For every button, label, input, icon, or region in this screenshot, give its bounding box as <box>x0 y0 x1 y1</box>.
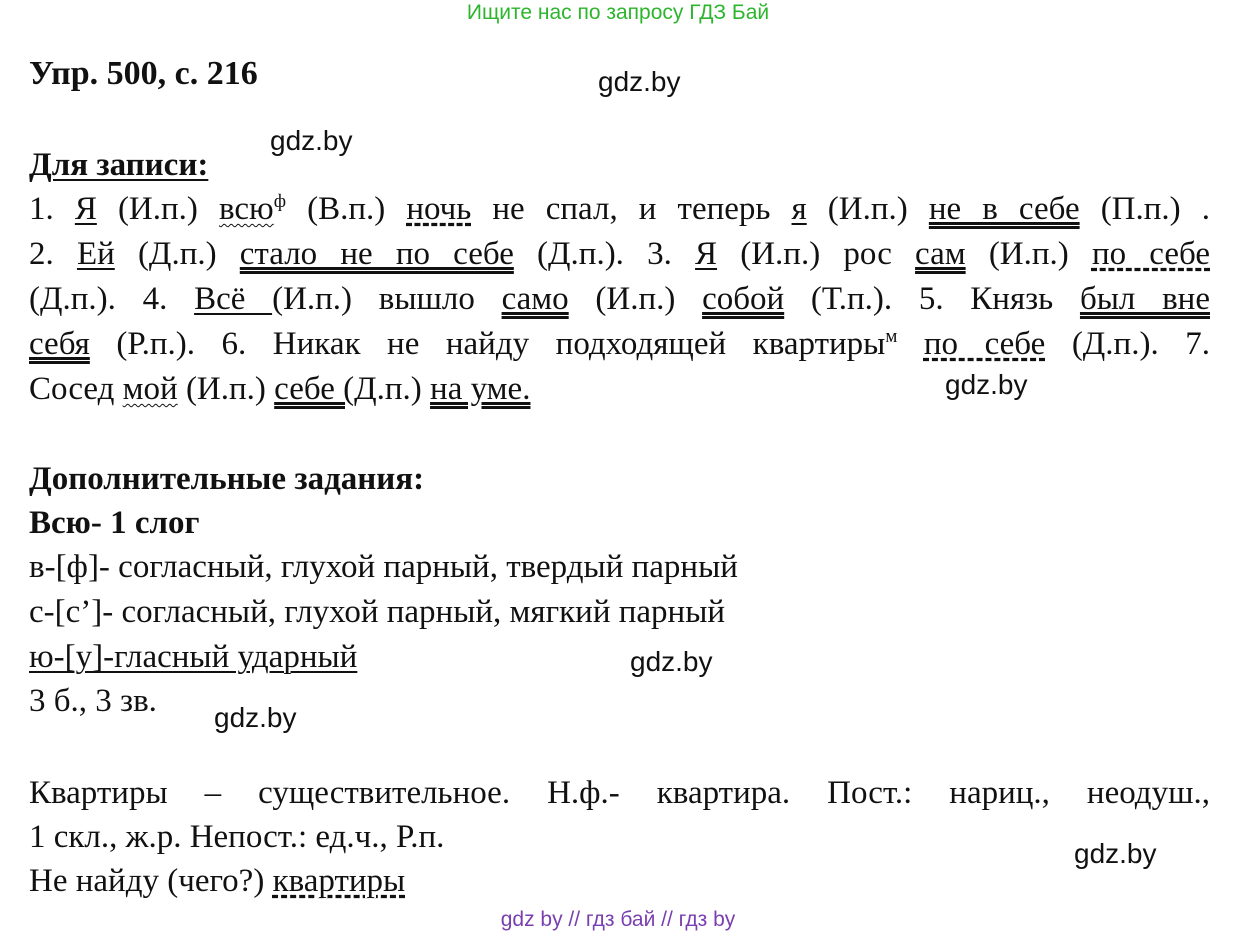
case-label: (Д.п.) <box>114 236 240 272</box>
attribute-word: всю <box>219 191 274 227</box>
morph-mark: м <box>885 326 898 347</box>
case-label: (И.п.) <box>965 236 1092 272</box>
case-label: Д.п.) <box>354 371 431 407</box>
case-label: (И.п.) <box>177 371 275 407</box>
space <box>897 326 924 362</box>
watermark-gdz: gdz.by <box>214 702 297 733</box>
predicate-phrase: не в себе <box>928 191 1080 227</box>
predicate-phrase: был вне <box>1079 281 1210 317</box>
watermark-gdz: gdz.by <box>1074 838 1157 869</box>
phonetic-mark: ф <box>273 191 287 212</box>
predicate-word: само <box>501 281 569 317</box>
attribute-word: мой <box>122 371 178 407</box>
syllable-count: Всю- 1 слог <box>29 505 200 541</box>
case-label: (Д.п.). 7. <box>1045 326 1210 362</box>
morph-line-2: 1 скл., ж.р. Непост.: ед.ч., Р.п. <box>29 819 445 855</box>
case-label: (В.п.) <box>286 191 407 227</box>
sound-row <box>29 635 1210 680</box>
plain-text: (Р.п.). 6. Никак не найду подходящей квартиры <box>89 326 886 362</box>
case-label: (И.п.) <box>806 191 929 227</box>
watermark-gdz: gdz.by <box>270 125 353 156</box>
record-line-5 <box>29 367 1210 412</box>
sound-row: в-[ф]- согласный, глухой парный, твердый парный <box>29 549 738 585</box>
object-word: ночь <box>406 191 472 227</box>
watermark-gdz: gdz.by <box>630 646 713 677</box>
predicate-word: сам <box>915 236 966 272</box>
watermark-gdz: gdz.by <box>945 369 1028 400</box>
case-label: (П.п.) . <box>1079 191 1210 227</box>
sentence-number: 1. <box>29 191 75 227</box>
sound-row: с-[с’]- согласный, глухой парный, мягкий парный <box>29 594 726 630</box>
predicate-phrase: на уме. <box>430 371 531 407</box>
adverbial-phrase: по себе <box>1091 236 1211 272</box>
subject-word: я <box>791 191 807 227</box>
plain-text: (Д.п.). 4. <box>29 281 195 317</box>
predicate-word: себе ( <box>274 371 355 407</box>
predicate-word: собой <box>702 281 785 317</box>
extra-heading: Дополнительные задания: <box>29 461 425 497</box>
morph-line-1: Квартиры – существительное. Н.ф.- квартира. Пост.: нариц., неодуш., <box>29 775 1210 811</box>
predicate-phrase: стало не по себе <box>239 236 514 272</box>
watermark-gdz: gdz.by <box>598 66 681 97</box>
sentence-number: 2. <box>29 236 77 272</box>
subject-word: Всё <box>194 281 273 317</box>
plain-text: (Т.п.). 5. Князь <box>784 281 1080 317</box>
record-line-3 <box>29 277 1210 322</box>
record-line-1 <box>29 187 1210 232</box>
record-line-2 <box>29 232 1210 277</box>
exercise-title: Упр. 500, с. 216 <box>29 55 258 92</box>
case-label: (И.п.) <box>96 191 219 227</box>
subject-word: Ей <box>76 236 115 272</box>
morph-line-3 <box>29 859 1210 904</box>
plain-text: (И.п.) рос <box>717 236 916 272</box>
watermark-top: Ищите нас по запросу ГДЗ Бай <box>466 1 770 24</box>
plain-text: не спал, и теперь <box>471 191 792 227</box>
adverbial-phrase: по себе <box>923 326 1046 362</box>
plain-text: (И.п.) вышло <box>272 281 502 317</box>
object-word: квартиры <box>272 863 406 899</box>
predicate-word: себя <box>29 326 90 362</box>
sound-row-text: ю-[у]-гласный ударный <box>29 639 358 675</box>
record-heading-text: Для записи: <box>29 147 209 183</box>
plain-text: Не найду (чего?) <box>29 863 273 899</box>
subject-word: Я <box>695 236 718 272</box>
case-label: (Д.п.). 3. <box>513 236 696 272</box>
record-heading <box>29 143 1210 188</box>
case-label: (И.п.) <box>568 281 703 317</box>
watermark-bottom: gdz by // гдз бай // гдз by <box>500 908 736 931</box>
record-line-4 <box>29 322 1210 367</box>
letter-sound-count: 3 б., 3 зв. <box>29 683 157 719</box>
subject-word: Я <box>74 191 97 227</box>
plain-text: Сосед <box>29 371 123 407</box>
